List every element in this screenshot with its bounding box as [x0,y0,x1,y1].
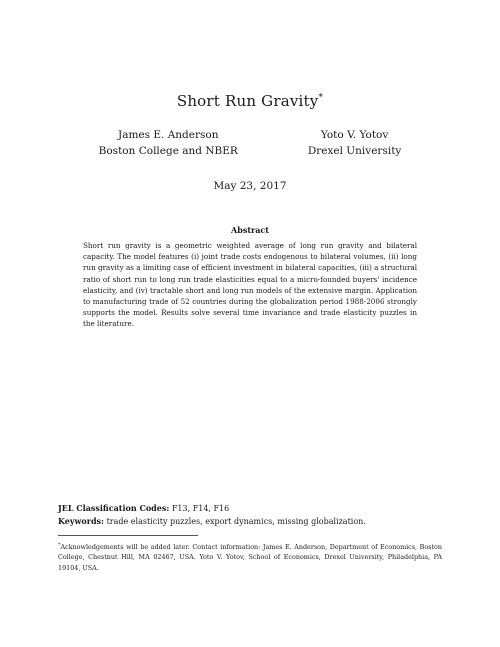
author-2-affiliation: Drexel University [307,145,402,157]
author-2-name: Yoto V. Yotov [320,129,389,141]
jel-value: F13, F14, F16 [171,504,230,513]
jel-label: JEL Classification Codes: [58,503,170,513]
title-text: Short Run Gravity [176,92,319,110]
paper-date: May 23, 2017 [213,180,287,192]
author-1-affiliation: Boston College and NBER [98,145,238,157]
jel-codes [58,503,229,513]
paper-title [0,92,500,110]
keywords-label: Keywords: [58,516,105,526]
keywords [58,516,366,526]
footnote-text: Acknowledgements will be added later. Contact information: James E. Anderson, Department of Economics, Boston College, Chestnut Hill, MA 02467, USA. Yoto V. Yotov, School of Economics, Drexel University, Philadelphia, PA 19104, USA. [58,543,442,572]
author-2 [308,127,402,159]
author-block [0,127,500,159]
abstract-text: Short run gravity is a geometric weighted average of long run gravity and bilateral capacity. The model features (i) joint trade costs endogenous to bilateral volumes, (ii) long run gravity as a limiting case of efficient investment in bilateral capacities, (iii) a structural ratio of short run to long run trade elasticities equal to a micro-founded buyers' incidence elasticity, and (iv) tractable short and long run models of the extensive margin. Application to manufacturing trade of 52 countries during the globalization period 1988-2006 strongly supports the model. Results solve several time invariance and trade elasticity puzzles in the literature. [83,241,417,329]
author-1-name: James E. Anderson [117,129,219,141]
footnote [58,540,442,573]
keywords-value: trade elasticity puzzles, export dynamics, missing globalization. [106,517,366,526]
author-1 [99,127,238,159]
footnote-mark: * [58,542,61,548]
title-footnote-mark: * [318,93,324,103]
abstract-heading: Abstract [231,225,269,235]
footnote-divider [58,535,198,536]
